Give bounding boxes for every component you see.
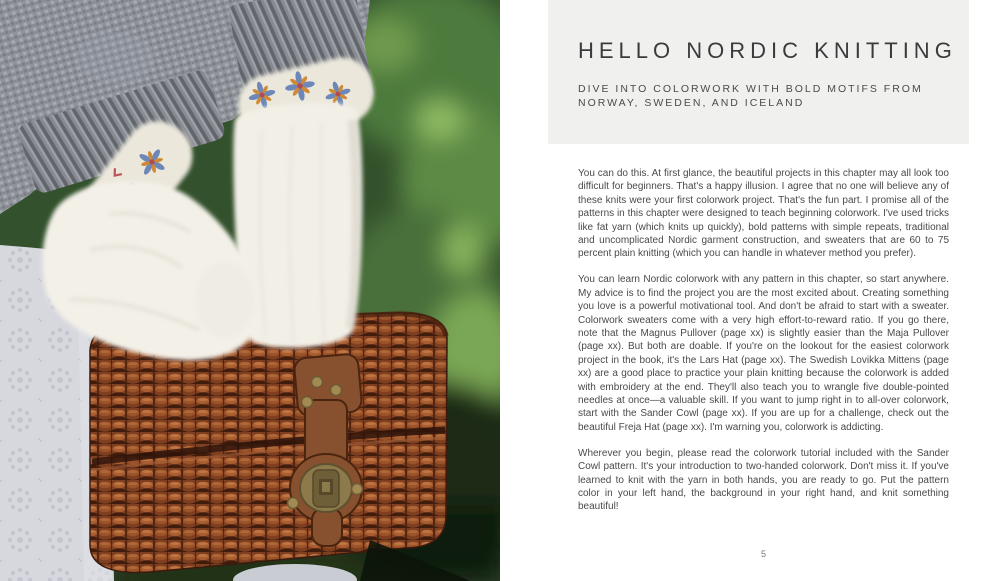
paragraph-3: Wherever you begin, please read the colorwork tutorial included with the Sander Cowl pattern. It's your introduction to two-handed colorwork. Don't miss it. If you've learned to knit with the yarn in both hands, you are ready to go. Put the pattern color in your left hand, the background in your right hand, and knit something beautiful! (578, 447, 949, 513)
page-number: 5 (760, 549, 766, 559)
text-page (500, 0, 1000, 581)
chapter-subtitle (578, 82, 923, 110)
paragraph-2: You can learn Nordic colorwork with any pattern in this chapter, so start anywhere. My advice is to find the project you are the most excited about. Creating something you love is a powerful motivational tool. And don't be afraid to start with a sweater. Colorwork sweaters come with a very high effort-to-reward ratio. If you go there, note that the Magnus Pullover (page xx) is slightly easier than the Maja Pullover (page xx). But both are doable. If you're on the lookout for the easiest colorwork project in the book, it's the Lars Hat (page xx). The Swedish Lovikka Mittens (page xx) are a good place to practice your plain knitting because the colorwork is added with embroidery at the end. They'll also teach you to wrangle five double-pointed needles at once—a valuable skill. If you want to jump right in to all-over colorwork, start with the Sander Cowl (page xx). If you are up for a challenge, check out the beautiful Freja Hat (page xx). I'm warning you, colorwork is addicting. (578, 274, 949, 433)
paragraph-1: You can do this. At first glance, the beautiful projects in this chapter may all look too difficult for beginners. That's a happy illusion. I agree that no one will believe any of these knits were your first colorwork project. That's the fun part. I promise all of the patterns in this chapter were designed to teach beginning colorwork. I've used tricks like fat yarn (which knits up quickly), bold patterns with simple repeats, traditional and uncomplicated Nordic garment construction, and sweaters that are 60 to 75 percent plain knitting (which you can handle in whatever method you prefer). (578, 168, 949, 260)
chapter-header (548, 0, 969, 144)
subtitle-line-1: DIVE INTO COLORWORK WITH BOLD MOTIFS FROM (578, 83, 923, 95)
clasp (300, 464, 352, 512)
subtitle-line-2: NORWAY, SWEDEN, AND ICELAND (578, 97, 805, 109)
chapter-title: HELLO NORDIC KNITTING (578, 38, 957, 63)
chapter-body (578, 167, 949, 526)
